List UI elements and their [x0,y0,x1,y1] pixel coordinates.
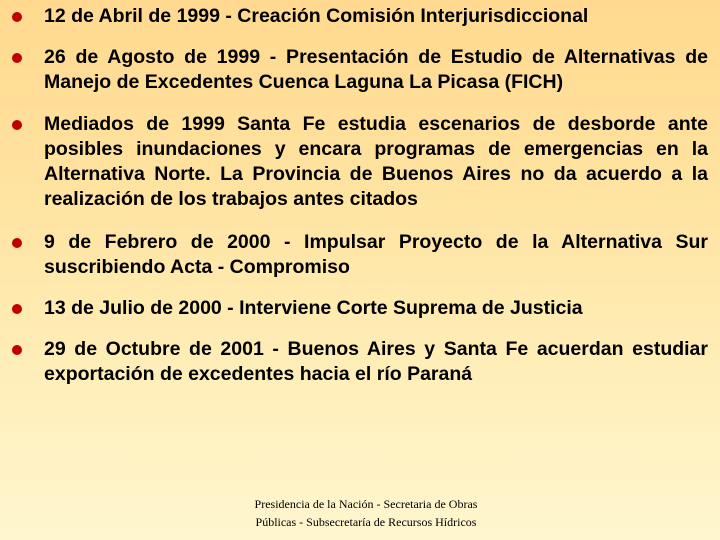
bullet-dot-icon [12,238,22,248]
timeline-bullet-list [10,4,708,387]
bullet-dot-icon [12,53,22,63]
bullet-dot-icon [12,304,22,314]
bullet-text: 13 de Julio de 2000 - Interviene Corte Suprema de Justicia [44,297,583,319]
bullet-item [10,112,708,212]
bullet-item [10,296,708,321]
bullet-text: 9 de Febrero de 2000 - Impulsar Proyecto de la Alternativa Sur suscribiendo Acta - Compromiso [44,231,708,278]
bullet-text: 29 de Octubre de 2001 - Buenos Aires y Santa Fe acuerdan estudiar exportación de excedentes hacia el río Paraná [44,338,708,385]
bullet-text: 12 de Abril de 1999 - Creación Comisión Interjurisdiccional [44,5,589,27]
bullet-text: 26 de Agosto de 1999 - Presentación de Estudio de Alternativas de Manejo de Excedentes Cuenca Laguna La Picasa (FICH) [44,46,708,93]
bullet-dot-icon [12,12,22,22]
bullet-item [10,337,708,387]
bullet-dot-icon [12,120,22,130]
bullet-dot-icon [12,345,22,355]
bullet-item [10,230,708,280]
footer-caption: Presidencia de la Nación - Secretaria de Obras Públicas - Subsecretaría de Recursos Hídricos [254,497,478,529]
bullet-item [10,4,708,29]
bullet-text: Mediados de 1999 Santa Fe estudia escenarios de desborde ante posibles inundaciones y encara programas de emergencias en la Alternativa Norte. La Provincia de Buenos Aires no da acuerdo a la realización de los trabajos antes citados [44,113,708,210]
bullet-item [10,45,708,95]
